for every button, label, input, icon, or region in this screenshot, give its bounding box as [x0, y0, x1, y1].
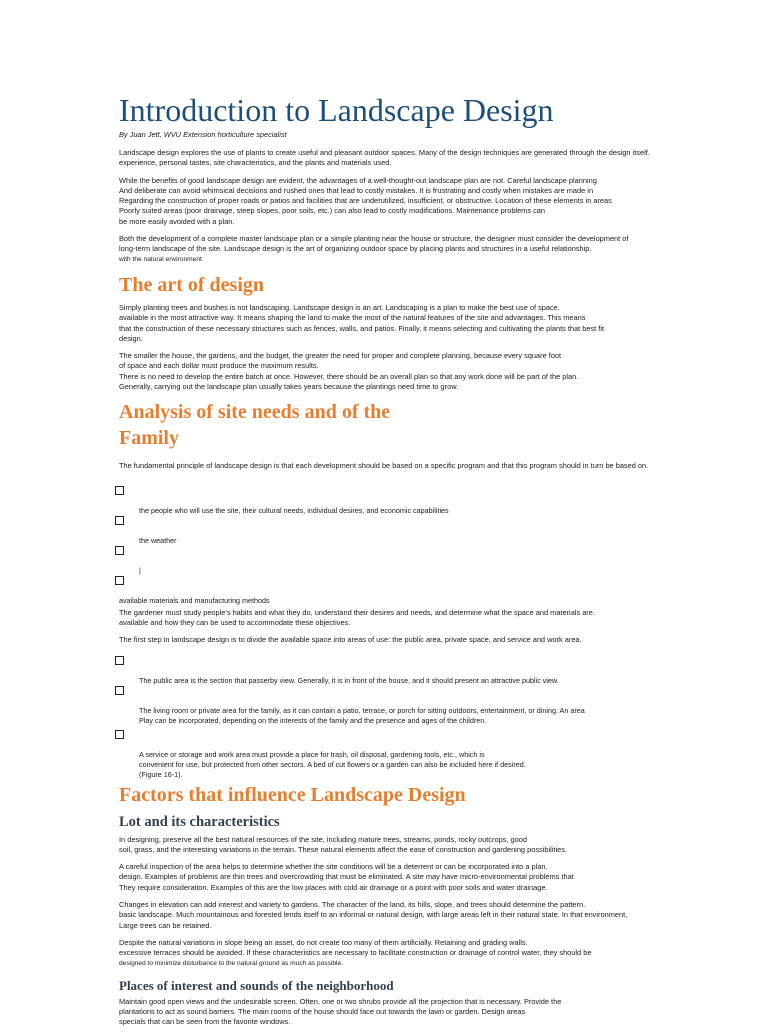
analysis-paragraph-1: The fundamental principle of landscape design is that each development should be based on a specific program and that this program should in turn be based on.	[119, 461, 649, 471]
document-body	[119, 92, 689, 1035]
intro-paragraph-3-tail: with the natural environment.	[119, 255, 204, 263]
lot-paragraph-2: A careful inspection of the area helps to determine whether the site conditions will be a deterrent or can be incorporated into a plan. design. Examples of problems are thin trees and overcrowding that must be eliminated. A site may have micro-environmental problems that They require consideration. Examples of this are the low places with cold air drainage or a point with poor soils and water drainage.	[119, 862, 574, 892]
byline: By Juan Jett, WVU Extension horticulture specialist	[119, 130, 287, 139]
checkbox-icon	[115, 686, 124, 695]
list-item: available materials and manufacturing methods	[119, 576, 689, 606]
art-paragraph-1: Simply planting trees and bushes is not landscaping. Landscape design is an art. Landscaping is a plan to make the best use of space. available in the most attractive way. It means shaping the land to make the most of the natural features of the site and advantages. This means that the construction of these necessary structures such as fences, walls, and patios. Finally, it means selecting and cultivating the plants that best fit design.	[119, 302, 605, 343]
list-item: The living room or private area for the family, as it can contain a patio, terrace, or porch for sitting outdoors, entertainment, or dining. An area Play can be incorporated, depending on the interests of the family and the presence and ages of the children.	[119, 686, 689, 726]
list-item: A service or storage and work area must provide a place for trash, oil disposal, gardening tools, etc., which is convenient for use, but protected from other sectors. A bed of cut flowers or a garden can also be included here if desired. (Figure 16-1).	[119, 730, 689, 780]
list-item: the people who will use the site, their cultural needs, individual desires, and economic capabilities	[119, 486, 689, 516]
program-bases-list	[119, 486, 689, 606]
checkbox-icon	[115, 516, 124, 525]
heading-places: Places of interest and sounds of the neighborhood	[119, 977, 394, 993]
page-title: Introduction to Landscape Design	[119, 92, 554, 128]
heading-factors: Factors that influence Landscape Design	[119, 783, 466, 806]
lot-paragraph-1: In designing, preserve all the best natural resources of the site, including mature trees, streams, ponds, rocky outcrops, good soil, grass, and the interesting variations in the terrain. These natural elements affect the ease of construction and gardening possibilities.	[119, 834, 567, 854]
checkbox-icon	[115, 576, 124, 585]
art-paragraph-2: The smaller the house, the gardens, and the budget, the greater the need for proper and complete planning, because every square foot of space and each dollar must produce the maximum results. There is no need to develop the entire batch at once. However, there should be an overall plan so that any work done will be part of the plan. Generally, carrying out the landscape plan usually takes years because the plantings need time to grow.	[119, 351, 579, 392]
places-paragraph-1: Maintain good open views and the undesirable screen. Often, one or two shrubs provide all the projection that is necessary. Provide the plantations to act as sound barriers. The main rooms of the house should face out towards the lawn or garden. Design areas specials that can be seen from the favorite windows.	[119, 996, 562, 1027]
lot-paragraph-4-tail: designed to minimize disturbance to the natural ground as much as possible.	[119, 959, 343, 967]
heading-art-of-design: The art of design	[119, 273, 264, 296]
analysis-paragraph-2: The gardener must study people's habits and what they do, understand their desires and needs, and determine what the space and materials are. available and how they can be used to accommodate these objectives.	[119, 607, 595, 627]
intro-paragraph-1: Landscape design explores the use of plants to create useful and pleasant outdoor spaces. Many of the design techniques are generated through the design itself. experience, personal tastes, site characteristics, and the plants and materials used.	[119, 148, 650, 168]
heading-analysis-line-2: Family	[119, 427, 179, 450]
heading-lot: Lot and its characteristics	[119, 813, 280, 830]
analysis-paragraph-3: The first step in landscape design is to divide the available space into areas of use: the public area, private space, and service and work area.	[119, 635, 582, 645]
lot-paragraph-3: Changes in elevation can add interest and variety to gardens. The character of the land, its hills, slope, and trees should determine the pattern. basic landscape. Much mountainous and forested lends itself to an informal or natural design, with large areas left in their natural state. In that environment, Large trees can be retained.	[119, 900, 628, 930]
use-areas-list	[119, 656, 689, 780]
lot-paragraph-4: Despite the natural variations in slope being an asset, do not create too many of them artificially. Retaining and grading walls. excessive terraces should be avoided. If these characteristics are necessary to facilitate construction or drainage of control water, they should be	[119, 937, 592, 958]
intro-paragraph-2: While the benefits of good landscape design are evident, the advantages of a well-thought-out landscape plan are not. Careful landscape planning And deliberate can avoid whimsical decisions and rushed ones that lead to costly mistakes. It is frustrating and costly when mistakes are made in Regarding the construction of proper roads or patios and facilities that are underutilized, insufficient, or obstructive. Location of these elements in areas Poorly suited areas (poor drainage, steep slopes, poor soils, etc.) can also lead to costly modifications. Maintenance problems can be more easily avoided with a plan.	[119, 175, 612, 226]
heading-analysis-line-1: Analysis of site needs and of the	[119, 401, 391, 424]
checkbox-icon	[115, 486, 124, 495]
checkbox-icon	[115, 546, 124, 555]
list-item: |	[119, 546, 689, 576]
checkbox-icon	[115, 730, 124, 739]
intro-paragraph-3: Both the development of a complete master landscape plan or a simple planting near the house or structure, the designer must consider the development of long-term landscape of the site. Landscape design is the art of organizing outdoor space by placing plants and structures in a useful relationship.	[119, 234, 629, 254]
list-item: the weather	[119, 516, 689, 546]
heading-analysis	[119, 399, 689, 451]
checkbox-icon	[115, 656, 124, 665]
list-item: The public area is the section that passerby view. Generally, it is in front of the house, and it should present an attractive public view.	[119, 656, 689, 686]
